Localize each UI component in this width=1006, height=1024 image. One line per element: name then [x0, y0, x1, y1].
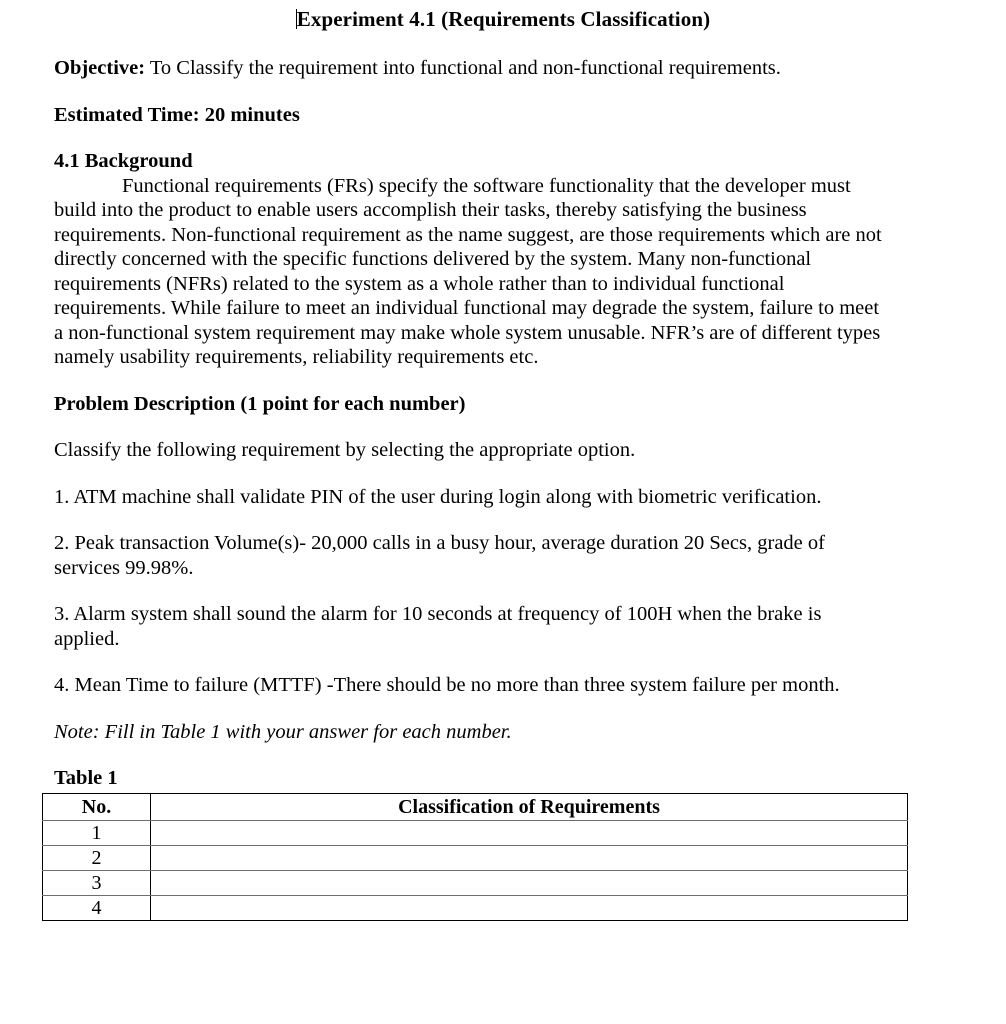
- problem-item-1: 1. ATM machine shall validate PIN of the user during login along with biometric verification.: [54, 485, 822, 508]
- table-cell-classification[interactable]: [151, 896, 908, 921]
- answer-table-section: [0, 766, 1006, 921]
- table-cell-no: 1: [43, 821, 151, 846]
- spacer: [54, 32, 890, 56]
- spacer: [54, 127, 890, 149]
- spacer: [54, 651, 890, 673]
- background-paragraph: Functional requirements (FRs) specify the software functionality that the developer must build into the product to enable users accomplish their tasks, thereby satisfying the business requirements. Non-functional requirement as the name suggest, are those requirements which are not directly concerned with the specific functions delivered by the system. Many non-functional requirements (NFRs) related to the system as a whole rather than to individual functional requirements. While failure to meet an individual functional may degrade the system, failure to meet a non-functional system requirement may make whole system unusable. NFR’s are of different types namely usability requirements, reliability requirements etc.: [54, 174, 882, 368]
- table-label: Table 1: [54, 767, 118, 789]
- spacer: [54, 416, 890, 438]
- spacer: [54, 509, 890, 531]
- problem-instruction: Classify the following requirement by selecting the appropriate option.: [54, 439, 636, 461]
- page-title-text: Experiment 4.1 (Requirements Classification): [296, 7, 711, 31]
- problem-description-heading: Problem Description (1 point for each number): [54, 392, 466, 415]
- table-row: [43, 846, 908, 871]
- table-cell-classification[interactable]: [151, 871, 908, 896]
- table-row: [43, 896, 908, 921]
- table-header-no: No.: [43, 794, 151, 821]
- spacer: [54, 580, 890, 602]
- problem-item-4: 4. Mean Time to failure (MTTF) -There should be no more than three system failure per month.: [54, 674, 840, 696]
- spacer: [54, 370, 890, 392]
- objective-label: Objective:: [54, 57, 146, 79]
- table-cell-classification[interactable]: [151, 821, 908, 846]
- problem-item-3: 3. Alarm system shall sound the alarm for 10 seconds at frequency of 100H when the brake is applied.: [54, 603, 822, 650]
- spacer: [54, 463, 890, 485]
- document-body: [0, 32, 1006, 766]
- note-line: Note: Fill in Table 1 with your answer for each number.: [54, 720, 512, 743]
- answer-table: [42, 793, 908, 921]
- table-cell-no: 3: [43, 871, 151, 896]
- page-title: [0, 0, 1006, 32]
- table-cell-no: 4: [43, 896, 151, 921]
- spacer: [54, 698, 890, 720]
- problem-item-2: 2. Peak transaction Volume(s)- 20,000 calls in a busy hour, average duration 20 Secs, grade of services 99.98%.: [54, 532, 825, 579]
- table-cell-classification[interactable]: [151, 846, 908, 871]
- table-header-classification: Classification of Requirements: [151, 794, 908, 821]
- spacer: [54, 81, 890, 103]
- background-heading: 4.1 Background: [54, 150, 193, 172]
- objective-text: To Classify the requirement into functional and non-functional requirements.: [145, 57, 781, 79]
- objective-line: [54, 56, 890, 81]
- table-header-row: [43, 794, 908, 821]
- table-row: [43, 871, 908, 896]
- estimated-time: Estimated Time: 20 minutes: [54, 103, 300, 126]
- table-cell-no: 2: [43, 846, 151, 871]
- spacer: [54, 744, 890, 766]
- table-row: [43, 821, 908, 846]
